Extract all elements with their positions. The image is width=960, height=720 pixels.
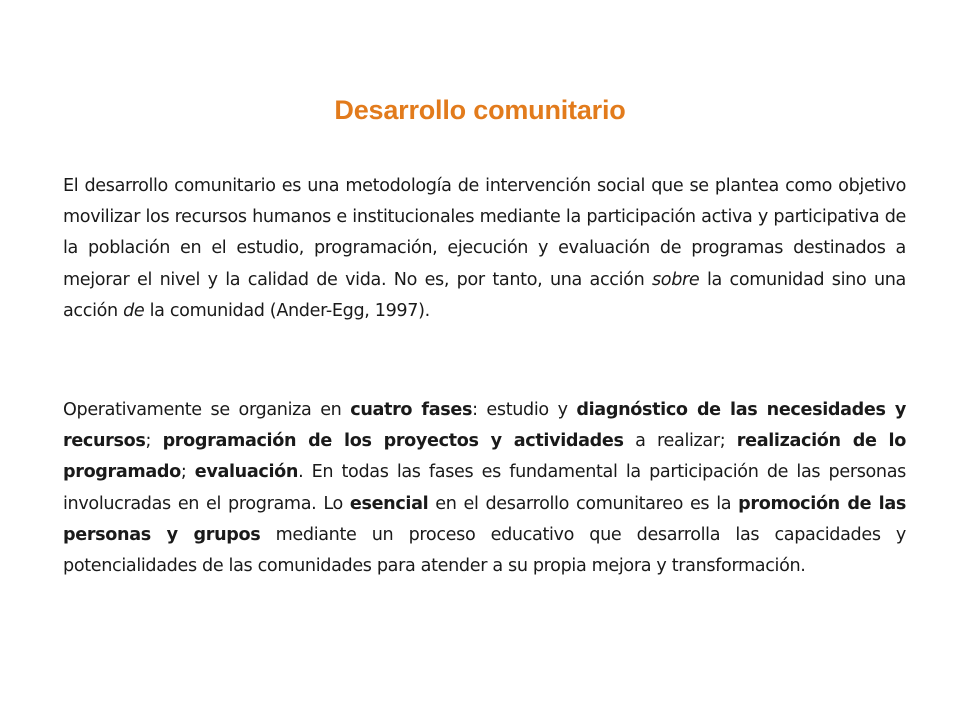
bold-diagnostico: diagnóstico de las necesidades y recursos: [63, 400, 906, 452]
text-run: El desarrollo comunitario es una metodología de intervención social que se plantea como objetivo movilizar los recursos humanos e institucionales mediante la participación activa y participativa de la población en el estudio, programación, ejecución y evaluación de programas destinados a mejorar el nivel y la calidad de vida. No es, por tanto, una acción: [63, 176, 906, 290]
bold-promocion: promoción de las personas y grupos: [63, 493, 907, 545]
text-run: : estudio y: [472, 400, 577, 420]
text-run: ;: [145, 431, 163, 452]
text-run: a realizar;: [623, 431, 737, 452]
bold-evaluacion: evaluación: [194, 462, 299, 483]
bold-cuatro-fases: cuatro fases: [350, 400, 473, 420]
emphasis-de: de: [123, 300, 145, 321]
text-run: mediante un proceso educativo que desarrolla las capacidades y potencialidades de las comunidades para atender a su propia mejora y transformación.: [63, 524, 906, 577]
text-run: Operativamente se organiza en: [63, 400, 351, 420]
text-run: ;: [180, 462, 195, 483]
bold-programacion: programación de los proyectos y actividades: [162, 431, 624, 452]
bold-esencial: esencial: [349, 493, 429, 514]
text-run: la comunidad (Ander-Egg, 1997).: [144, 300, 430, 321]
text-run: en el desarrollo comunitareo es la: [428, 493, 739, 514]
text-run: la comunidad sino una acción: [63, 269, 906, 321]
paragraph-phases: [63, 395, 906, 582]
slide-title: Desarrollo comunitario: [334, 95, 626, 125]
bold-realizacion: realización de lo programado: [63, 431, 906, 483]
text-run: . En todas las fases es fundamental la participación de las personas involucradas en el programa. Lo: [63, 462, 906, 514]
emphasis-sobre: sobre: [651, 269, 700, 290]
paragraph-definition: [63, 171, 906, 327]
